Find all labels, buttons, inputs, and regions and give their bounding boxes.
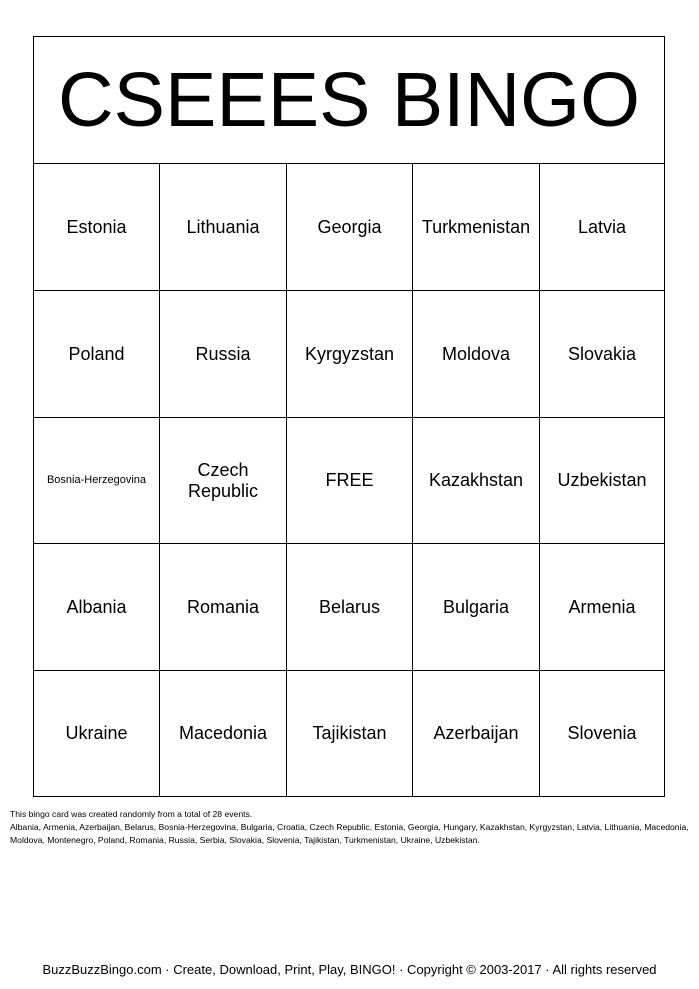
bingo-cell: Estonia	[34, 164, 160, 291]
bingo-cell: Albania	[34, 544, 160, 671]
bingo-grid	[34, 164, 664, 796]
bingo-cell: Turkmenistan	[413, 164, 540, 291]
card-title: CSEEES BINGO	[58, 56, 640, 143]
bingo-cell: Poland	[34, 291, 160, 418]
bingo-cell: Ukraine	[34, 671, 160, 796]
bingo-cell: Romania	[160, 544, 287, 671]
bingo-cell: Moldova	[413, 291, 540, 418]
title-cell	[34, 37, 664, 164]
events-list: Albania, Armenia, Azerbaijan, Belarus, Bosnia-Herzegovina, Bulgaria, Croatia, Czech Republic, Estonia, Georgia, Hungary, Kazakhstan, Kyrgyzstan, Latvia, Lithuania, Macedonia, Moldova, Montenegro, Poland, Romania, Russia, Serbia, Slovakia, Slovenia, Tajikistan, Turkmenistan, Ukraine, Uzbekistan.	[10, 822, 689, 845]
bingo-cell: Lithuania	[160, 164, 287, 291]
bingo-cell: Russia	[160, 291, 287, 418]
bingo-cell: Bosnia-Herzegovina	[34, 418, 160, 544]
bingo-cell: Kyrgyzstan	[287, 291, 413, 418]
bingo-cell: Czech Republic	[160, 418, 287, 544]
bingo-cell: Armenia	[540, 544, 664, 671]
bingo-cell: Macedonia	[160, 671, 287, 796]
bingo-cell: Georgia	[287, 164, 413, 291]
bingo-cell: Latvia	[540, 164, 664, 291]
bingo-card	[33, 36, 665, 797]
bingo-cell: Belarus	[287, 544, 413, 671]
bingo-cell: Tajikistan	[287, 671, 413, 796]
bingo-cell: Bulgaria	[413, 544, 540, 671]
bingo-cell: Uzbekistan	[540, 418, 664, 544]
bingo-cell: Azerbaijan	[413, 671, 540, 796]
created-note: This bingo card was created randomly from a total of 28 events.	[10, 809, 253, 819]
bingo-cell: Slovakia	[540, 291, 664, 418]
bingo-cell: Slovenia	[567, 723, 637, 743]
free-cell: FREE	[287, 418, 413, 544]
footer-note	[10, 808, 690, 847]
site-footer: BuzzBuzzBingo.com · Create, Download, Print, Play, BINGO! · Copyright © 2003-2017 · All rights reserved	[42, 962, 657, 977]
bingo-cell: Kazakhstan	[413, 418, 540, 544]
